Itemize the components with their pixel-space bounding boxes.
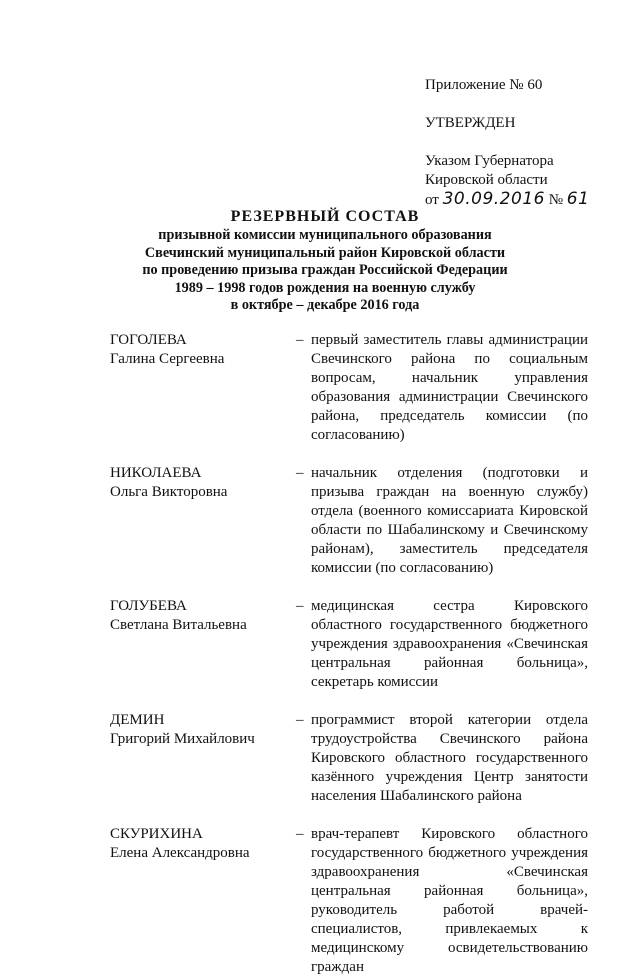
- appendix-number: Приложение № 60: [425, 77, 543, 93]
- title-line: в октябре – декабре 2016 года: [230, 297, 420, 313]
- entry-dash: –: [296, 465, 304, 481]
- member-entry: [110, 331, 588, 445]
- member-name: [110, 711, 290, 749]
- member-name: [110, 331, 290, 369]
- member-name: [110, 825, 290, 863]
- handwritten-date: 30.09.2016: [442, 189, 545, 209]
- member-given-name: Галина Сергеевна: [110, 351, 225, 367]
- handwritten-number: 61: [566, 189, 590, 209]
- member-entry: [110, 597, 588, 692]
- member-description: врач-терапевт Кировского областного государственного бюджетного учреждения здравоохранения «Свечинская центральная районная больница», руководитель работой врачей-специалистов, привлекаемых к медицинскому освидетельствованию граждан: [311, 826, 588, 975]
- decree-line-1: Указом Губернатора: [425, 153, 554, 169]
- title-line: Свечинский муниципальный район Кировской области: [144, 244, 506, 261]
- member-given-name: Григорий Михайлович: [110, 731, 255, 747]
- entry-dash: –: [296, 332, 304, 348]
- member-description: медицинская сестра Кировского областного государственного бюджетного учреждения здравоохранения «Свечинская центральная районная больница», секретарь комиссии: [311, 598, 588, 690]
- member-name: [110, 597, 290, 635]
- member-surname: ГОЛУБЕВА: [110, 598, 187, 614]
- title-main: РЕЗЕРВНЫЙ СОСТАВ: [230, 208, 420, 225]
- title-line: по проведению призыва граждан Российской Федерации: [142, 262, 508, 278]
- entry-dash: –: [296, 598, 304, 614]
- member-description: программист второй категории отдела трудоустройства Свечинского района Кировского областного государственного казённого учреждения Центр занятости населения Шабалинского района: [311, 712, 588, 804]
- member-surname: СКУРИХИНА: [110, 826, 203, 842]
- member-given-name: Светлана Витальевна: [110, 617, 247, 633]
- approved-label: УТВЕРЖДЕН: [425, 115, 516, 131]
- member-surname: ДЕМИН: [110, 712, 165, 728]
- document-title: [60, 207, 590, 315]
- number-prefix: №: [548, 192, 564, 208]
- entry-dash: –: [296, 826, 304, 842]
- member-given-name: Елена Александровна: [110, 845, 250, 861]
- member-description: начальник отделения (подготовки и призыва граждан на военную службу) отдела (военного комиссариата Кировской области по Шабалинскому и Свечинскому районам), заместитель председателя комиссии (по согласованию): [311, 465, 588, 576]
- member-entry: [110, 711, 588, 806]
- member-entry: [110, 825, 588, 977]
- member-surname: ГОГОЛЕВА: [110, 332, 187, 348]
- approval-block: [425, 76, 625, 210]
- member-description: первый заместитель главы администрации Свечинского района по социальным вопросам, начальник управления образования администрации Свечинского района, председатель комиссии (по согласованию): [311, 332, 588, 443]
- title-line: 1989 – 1998 годов рождения на военную службу: [174, 279, 476, 296]
- member-given-name: Ольга Викторовна: [110, 484, 228, 500]
- member-surname: НИКОЛАЕВА: [110, 465, 202, 481]
- decree-line-2: Кировской области: [425, 172, 548, 188]
- date-prefix: от: [425, 192, 439, 208]
- member-list: [110, 331, 588, 977]
- member-name: [110, 464, 290, 502]
- entry-dash: –: [296, 712, 304, 728]
- title-subtitle: [60, 227, 590, 315]
- title-line: призывной комиссии муниципального образования: [158, 227, 492, 243]
- member-entry: [110, 464, 588, 578]
